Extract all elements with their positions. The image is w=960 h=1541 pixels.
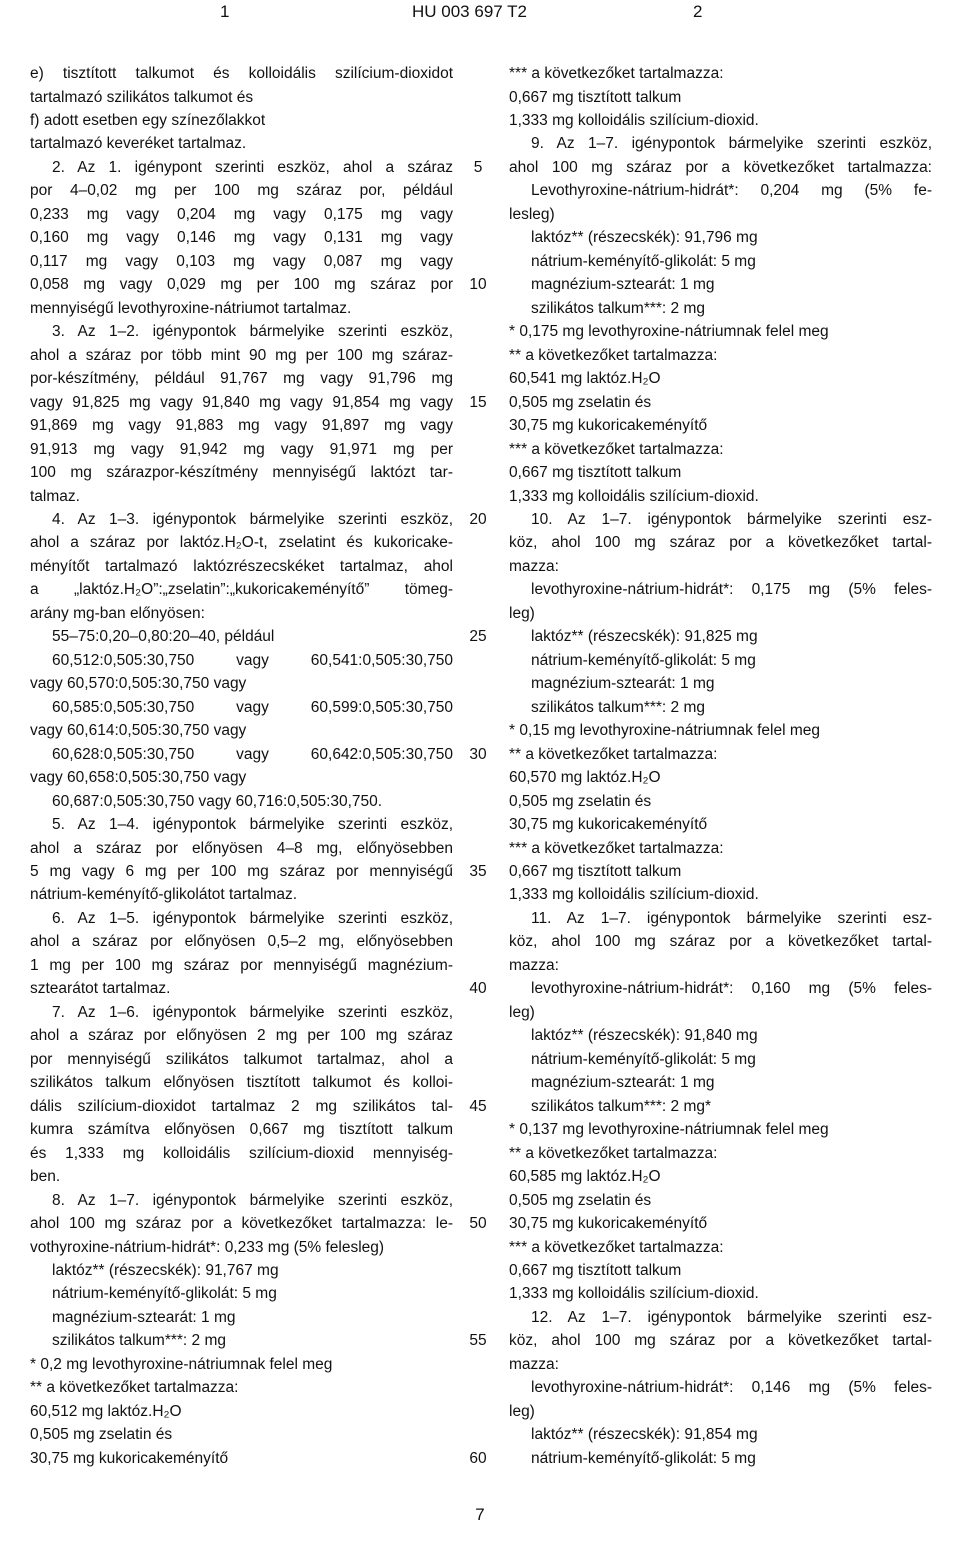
left-column-text-line: 0,058 mg vagy 0,029 mg per 100 mg száraz por	[30, 276, 453, 294]
line-number: 35	[469, 863, 487, 880]
right-column-text-line: *** a következőket tartalmazza:	[509, 839, 724, 857]
left-column-text-line: * 0,2 mg levothyroxine-nátriumnak felel meg	[30, 1355, 333, 1373]
left-column-text-line: ahol a száraz por előnyösen 2 mg per 100 mg száraz	[30, 1027, 453, 1045]
left-column-text-line: vagy 60,614:0,505:30,750 vagy	[30, 722, 247, 740]
right-column-text-line: *** a következőket tartalmazza:	[509, 65, 724, 82]
right-column-text-line: 0,505 mg zselatin és	[509, 393, 652, 411]
line-number: 20	[469, 510, 487, 528]
right-column-text-line: 0,667 mg tisztított talkum	[509, 464, 682, 481]
left-column-text-line: 60,512:0,505:30,750 vagy 60,541:0,505:30,750	[52, 651, 453, 669]
line-number: 15	[469, 393, 487, 411]
left-column-text-line: szilikátos talkum előnyösen tisztított talkumot és kolloi-	[30, 1074, 453, 1092]
left-column-text-line: ahol a száraz por előnyösen 0,5–2 mg, előnyösebben	[30, 933, 453, 951]
document-number: HU 003 697 T2	[412, 2, 527, 21]
right-column-text-line: *** a következőket tartalmazza:	[509, 440, 724, 458]
left-column-text-line: és 1,333 mg kolloidális szilícium-dioxid mennyiség-	[30, 1144, 453, 1162]
right-column-text-line: köz, ahol 100 mg száraz por a következőket tartal-	[509, 933, 932, 951]
right-column-text-line: leg)	[509, 604, 535, 622]
right-column-text-line: *** a következőket tartalmazza:	[509, 1238, 724, 1256]
right-column-text-line: leg)	[509, 1003, 535, 1021]
left-column-text-line: 0,505 mg zselatin és	[30, 1426, 173, 1444]
left-column-text-line: magnézium-sztearát: 1 mg	[52, 1308, 236, 1326]
left-column-text-line: 4. Az 1–3. igénypontok bármelyike szerinti eszköz,	[52, 510, 453, 528]
right-column-text-line: nátrium-keményítő-glikolát: 5 mg	[531, 651, 756, 669]
left-column-text-line: 5. Az 1–4. igénypontok bármelyike szerinti eszköz,	[52, 816, 453, 833]
left-column-text-line: 0,233 mg vagy 0,204 mg vagy 0,175 mg vagy	[30, 205, 453, 223]
right-column-text-line: laktóz** (részecskék): 91,854 mg	[531, 1426, 758, 1444]
line-number: 25	[469, 628, 487, 646]
right-column-text-line: 1,333 mg kolloidális szilícium-dioxid.	[509, 111, 759, 129]
left-column-text-line: ahol a száraz por több mint 90 mg per 100 mg száraz-	[30, 346, 453, 364]
left-column-text-line: kumra számítva előnyösen 0,667 mg tisztított talkum	[30, 1121, 453, 1139]
left-column-text-line: ahol a száraz por előnyösen 4–8 mg, előnyösebben	[30, 839, 453, 857]
right-column-text-line: 0,667 mg tisztított talkum	[509, 1262, 682, 1279]
line-number: 40	[469, 980, 487, 998]
right-column-text-line: * 0,15 mg levothyroxine-nátriumnak felel meg	[509, 722, 821, 740]
left-column-text-line: ahol a száraz por laktóz.H₂O-t, zselatint és kukoricake-	[30, 534, 453, 552]
right-column-text-line: 1,333 mg kolloidális szilícium-dioxid.	[509, 886, 759, 904]
left-column-text-line: nátrium-keményítő-glikolát: 5 mg	[52, 1285, 277, 1303]
left-column-text-line: ahol 100 mg száraz por a következőket tartalmazza: le-	[30, 1215, 453, 1232]
right-column-text-line: magnézium-sztearát: 1 mg	[531, 276, 715, 294]
right-column-text-line: 1,333 mg kolloidális szilícium-dioxid.	[509, 487, 759, 505]
left-column-text-line: 91,869 mg vagy 91,883 mg vagy 91,897 mg vagy	[30, 417, 453, 434]
left-column-text-line: 8. Az 1–7. igénypontok bármelyike szerinti eszköz,	[52, 1191, 453, 1209]
right-column-text-line: 30,75 mg kukoricakeményítő	[509, 417, 708, 434]
right-column-text-line: leg)	[509, 1402, 535, 1420]
right-column-text-line: szilikátos talkum***: 2 mg	[531, 698, 706, 716]
left-column-text-line: tartalmazó keveréket tartalmaz.	[30, 135, 247, 153]
page-number: 7	[475, 1505, 485, 1524]
column-number-left: 1	[220, 2, 230, 21]
left-column-text-line: tartalmazó szilikátos talkumot és	[30, 88, 254, 106]
right-column-text-line: 12. Az 1–7. igénypontok bármelyike szerinti esz-	[531, 1308, 932, 1326]
right-column-text-line: * 0,175 mg levothyroxine-nátriumnak felel meg	[509, 323, 829, 341]
right-column-text-line: 9. Az 1–7. igénypontok bármelyike szerinti eszköz,	[531, 135, 932, 153]
right-column-text-line: 0,505 mg zselatin és	[509, 792, 652, 810]
right-column-text-line: 60,585 mg laktóz.H₂O	[509, 1168, 661, 1186]
left-column-text-line: 60,628:0,505:30,750 vagy 60,642:0,505:30,750	[52, 745, 453, 763]
right-column-text-line: mazza:	[509, 1355, 559, 1373]
left-column-text-line: 60,687:0,505:30,750 vagy 60,716:0,505:30,750.	[52, 792, 383, 810]
right-column-text-line: 1,333 mg kolloidális szilícium-dioxid.	[509, 1285, 759, 1303]
line-number: 55	[469, 1332, 487, 1350]
left-column-text-line: 6. Az 1–5. igénypontok bármelyike szerinti eszköz,	[52, 909, 453, 927]
right-column-text-line: laktóz** (részecskék): 91,825 mg	[531, 628, 758, 646]
right-column-text-line: magnézium-sztearát: 1 mg	[531, 1074, 715, 1092]
right-column-text-line: magnézium-sztearát: 1 mg	[531, 675, 715, 693]
right-column-text-line: mazza:	[509, 956, 559, 974]
left-column-text-line: f) adott esetben egy színezőlakkot	[30, 111, 266, 129]
right-column-text-line: 30,75 mg kukoricakeményítő	[509, 1215, 708, 1232]
left-column-text-line: arány mg-ban előnyösen:	[30, 604, 205, 622]
left-column-text-line: ben.	[30, 1168, 61, 1186]
right-column-text-line: nátrium-keményítő-glikolát: 5 mg	[531, 252, 756, 270]
left-column-text-line: 5 mg vagy 6 mg per 100 mg száraz por mennyiségű	[30, 863, 453, 880]
right-column-text-line: ahol 100 mg száraz por a következőket tartalmazza:	[509, 158, 932, 176]
left-column-text-line: dális szilícium-dioxidot tartalmaz 2 mg szilikátos tal-	[30, 1097, 453, 1115]
line-number: 5	[473, 158, 483, 176]
right-column-text-line: levothyroxine-nátrium-hidrát*: 0,146 mg (5% feles-	[531, 1379, 932, 1397]
left-column-text-line: 30,75 mg kukoricakeményítő	[30, 1449, 229, 1467]
right-column-text-line: köz, ahol 100 mg száraz por a következőket tartal-	[509, 534, 932, 552]
right-column-text-line: ** a következőket tartalmazza:	[509, 346, 718, 364]
line-number: 50	[469, 1215, 487, 1232]
left-column-text-line: 55–75:0,20–0,80:20–40, például	[52, 628, 275, 646]
left-column-text-line: 2. Az 1. igénypont szerinti eszköz, ahol a száraz	[52, 158, 453, 176]
left-column-text-line: 7. Az 1–6. igénypontok bármelyike szerinti eszköz,	[52, 1003, 453, 1021]
right-column-text-line: 11. Az 1–7. igénypontok bármelyike szerinti esz-	[531, 909, 932, 927]
left-column-text-line: vagy 60,570:0,505:30,750 vagy	[30, 675, 247, 693]
right-column-text-line: lesleg)	[509, 205, 555, 223]
right-column-text-line: laktóz** (részecskék): 91,796 mg	[531, 229, 758, 247]
left-column-text-line: vothyroxine-nátrium-hidrát*: 0,233 mg (5% felesleg)	[30, 1238, 385, 1256]
right-column-text-line: 30,75 mg kukoricakeményítő	[509, 816, 708, 833]
left-column-text-line: mennyiségű levothyroxine-nátriumot tartalmaz.	[30, 299, 352, 317]
right-column-text-line: szilikátos talkum***: 2 mg*	[531, 1097, 712, 1115]
right-column-text-line: 60,570 mg laktóz.H₂O	[509, 769, 661, 787]
left-column-text-line: nátrium-keményítő-glikolátot tartalmaz.	[30, 886, 298, 904]
left-column-text-line: ményítőt tartalmazó laktózrészecskéket tartalmaz, ahol	[30, 557, 453, 575]
left-column-text-line: por mennyiségű szilikátos talkumot tartalmaz, ahol a	[30, 1050, 453, 1068]
right-column-text-line: 60,541 mg laktóz.H₂O	[509, 370, 661, 388]
left-column-text-line: 91,913 mg vagy 91,942 mg vagy 91,971 mg per	[30, 440, 453, 458]
right-column-text-line: köz, ahol 100 mg száraz por a következőket tartal-	[509, 1332, 932, 1350]
right-column-text-line: 0,667 mg tisztított talkum	[509, 88, 682, 106]
right-column-text-line: 0,667 mg tisztított talkum	[509, 863, 682, 880]
right-column-text-line: Levothyroxine-nátrium-hidrát*: 0,204 mg (5% fe-	[531, 182, 932, 200]
left-column-text-line: por 4–0,02 mg per 100 mg száraz por, például	[30, 182, 453, 200]
left-column-text-line: talmaz.	[30, 487, 80, 505]
left-column-text-line: sztearátot tartalmaz.	[30, 980, 171, 998]
right-column-text-line: ** a következőket tartalmazza:	[509, 1144, 718, 1162]
left-column-text-line: a „laktóz.H₂O”:„zselatin”:„kukoricakeményítő” tömeg-	[30, 581, 453, 599]
right-column-text-line: laktóz** (részecskék): 91,840 mg	[531, 1027, 758, 1045]
left-column-text-line: 0,117 mg vagy 0,103 mg vagy 0,087 mg vagy	[30, 252, 453, 270]
line-number: 10	[469, 276, 487, 294]
left-column-text-line: 60,585:0,505:30,750 vagy 60,599:0,505:30,750	[52, 698, 453, 716]
right-column-text-line: nátrium-keményítő-glikolát: 5 mg	[531, 1449, 756, 1467]
right-column-text-line: levothyroxine-nátrium-hidrát*: 0,160 mg (5% feles-	[531, 980, 932, 998]
left-column-text-line: ** a következőket tartalmazza:	[30, 1379, 239, 1397]
line-number: 45	[469, 1097, 487, 1115]
left-column-text-line: e) tisztított talkumot és kolloidális szilícium-dioxidot	[30, 65, 453, 82]
left-column-text-line: por-készítmény, például 91,767 mg vagy 91,796 mg	[30, 370, 453, 388]
right-column-text-line: ** a következőket tartalmazza:	[509, 745, 718, 763]
left-column-text-line: 1 mg per 100 mg száraz por mennyiségű magnézium-	[30, 956, 453, 974]
left-column-text-line: laktóz** (részecskék): 91,767 mg	[52, 1262, 279, 1279]
left-column-text-line: 3. Az 1–2. igénypontok bármelyike szerinti eszköz,	[52, 323, 453, 341]
line-number: 60	[469, 1449, 487, 1467]
left-column-text-line: szilikátos talkum***: 2 mg	[52, 1332, 227, 1350]
left-column-text-line: 60,512 mg laktóz.H₂O	[30, 1402, 182, 1420]
column-number-right: 2	[693, 2, 703, 21]
right-column-text-line: nátrium-keményítő-glikolát: 5 mg	[531, 1050, 756, 1068]
left-column-text-line: 100 mg szárazpor-készítmény mennyiségű laktózt tar-	[30, 464, 453, 481]
left-column-text-line: 0,160 mg vagy 0,146 mg vagy 0,131 mg vagy	[30, 229, 453, 247]
left-column-text-line: vagy 60,658:0,505:30,750 vagy	[30, 769, 247, 787]
right-column-text-line: * 0,137 mg levothyroxine-nátriumnak felel meg	[509, 1121, 829, 1139]
right-column-text-line: mazza:	[509, 557, 559, 575]
left-column-text-line: vagy 91,825 mg vagy 91,840 mg vagy 91,854 mg vagy	[30, 393, 453, 411]
right-column-text-line: levothyroxine-nátrium-hidrát*: 0,175 mg (5% feles-	[531, 581, 932, 599]
right-column-text-line: szilikátos talkum***: 2 mg	[531, 299, 706, 317]
right-column-text-line: 0,505 mg zselatin és	[509, 1191, 652, 1209]
right-column-text-line: 10. Az 1–7. igénypontok bármelyike szerinti esz-	[531, 510, 932, 528]
line-number: 30	[469, 745, 487, 763]
